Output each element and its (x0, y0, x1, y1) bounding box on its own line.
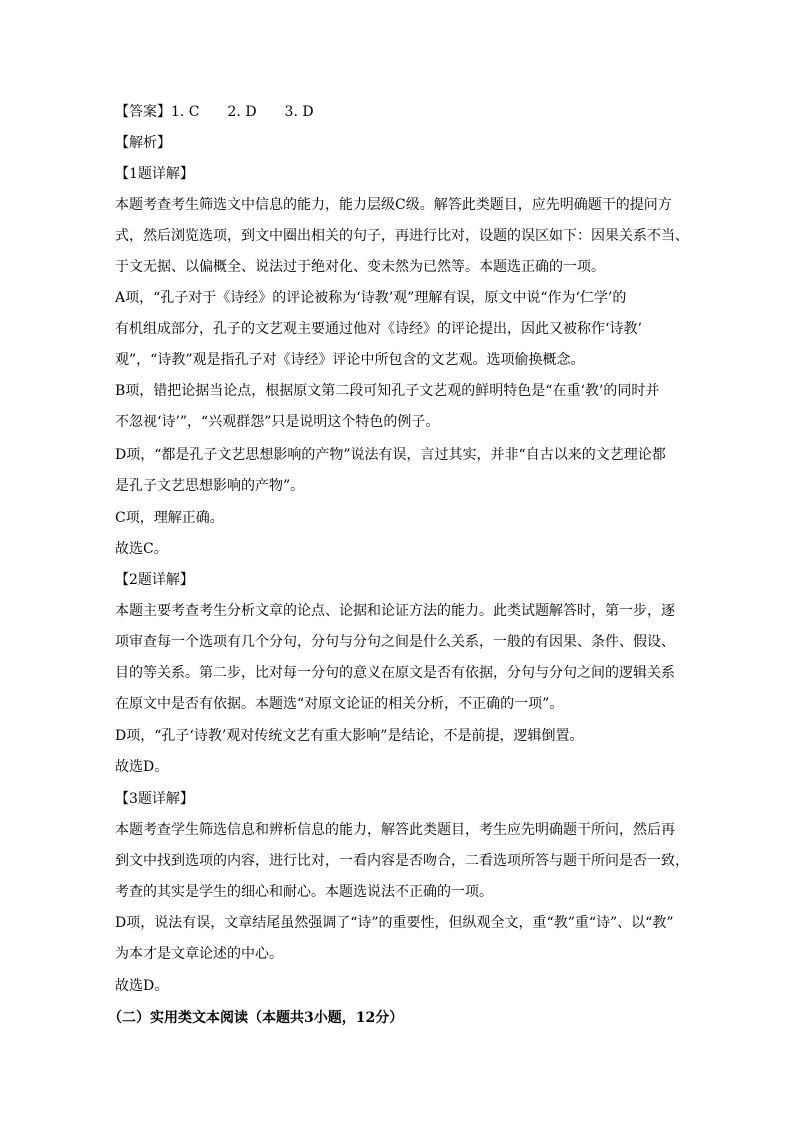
q1-option-a-line: 有机组成部分，孔子的文艺观主要通过他对《诗经》的评论提出，因此又被称作‘诗教’ (115, 321, 642, 337)
q1-heading: 【1题详解】 (115, 166, 194, 182)
q3-paragraph-line: 本题考查学生筛选信息和辨析信息的能力，解答此类题目，考生应先明确题干所问，然后再 (115, 822, 675, 838)
q2-paragraph-line: 在原文中是否有依据。本题选“对原文论证的相关分析，不正确的一项”。 (115, 696, 564, 712)
analysis-heading: 【解析】 (115, 135, 171, 151)
q1-option-b-line: 不忽视‘诗’”，“兴观群怨”只是说明这个特色的例子。 (115, 414, 440, 430)
q1-option-d-line: 是孔子文艺思想影响的产物”。 (115, 478, 305, 494)
q2-heading: 【2题详解】 (115, 572, 194, 588)
q2-conclusion: 故选D。 (115, 759, 169, 775)
q1-option-a-line: A项，“孔子对于《诗经》的评论被称为‘诗教’观”理解有误，原文中说“作为‘仁学’的 (115, 290, 627, 306)
q1-option-b-line: B项，错把论据当论点，根据原文第二段可知孔子文艺观的鲜明特色是“在重‘教’的同时并 (115, 383, 660, 399)
q1-option-d-line: D项，“都是孔子文艺思想影响的产物”说法有误，言过其实，并非“自古以来的文艺理论都 (115, 447, 666, 463)
q1-option-c-line: C项，理解正确。 (115, 510, 224, 526)
q3-paragraph-line: 考查的其实是学生的细心和耐心。本题选说法不正确的一项。 (115, 884, 493, 900)
q3-option-d-line: D项，说法有误，文章结尾虽然强调了“诗”的重要性，但纵观全文，重“教”重“诗”、以“教” (115, 915, 674, 931)
q2-paragraph-line: 本题主要考查考生分析文章的论点、论据和论证方法的能力。此类试题解答时，第一步，逐 (115, 603, 675, 619)
q2-paragraph-line: 目的等关系。第二步，比对每一分句的意义在原文是否有依据，分句与分句之间的逻辑关系 (115, 665, 675, 681)
q3-option-d-line: 为本才是文章论述的中心。 (115, 946, 283, 962)
answer-line: 【答案】1. C 2. D 3. D (115, 104, 314, 120)
q3-heading: 【3题详解】 (115, 791, 194, 807)
q1-option-a-line: 观”，“诗教”观是指孔子对《诗经》评论中所包含的文艺观。选项偷换概念。 (115, 352, 585, 368)
q3-conclusion: 故选D。 (115, 978, 169, 994)
q1-paragraph-line: 本题考查考生筛选文中信息的能力，能力层级C级。解答此类题目，应先明确题干的提问方 (115, 197, 672, 213)
q2-paragraph-line: 项审查每一个选项有几个分句，分句与分句之间是什么关系，一般的有因果、条件、假设、 (115, 634, 675, 650)
q3-paragraph-line: 到文中找到选项的内容，进行比对，一看内容是否吻合，二看选项所答与题干所问是否一致， (115, 853, 689, 869)
q1-paragraph-line: 式，然后浏览选项，到文中圈出相关的句子，再进行比对，设题的误区如下：因果关系不当、 (115, 228, 689, 244)
q1-conclusion: 故选C。 (115, 541, 168, 557)
q2-option-d-line: D项，“孔子‘诗教’观对传统文艺有重大影响”是结论，不是前提，逻辑倒置。 (115, 728, 584, 744)
q1-paragraph-line: 于文无据、以偏概全、说法过于绝对化、变未然为已然等。本题选正确的一项。 (115, 259, 605, 275)
section-title: （二）实用类文本阅读（本题共3小题，12分） (108, 1010, 404, 1026)
